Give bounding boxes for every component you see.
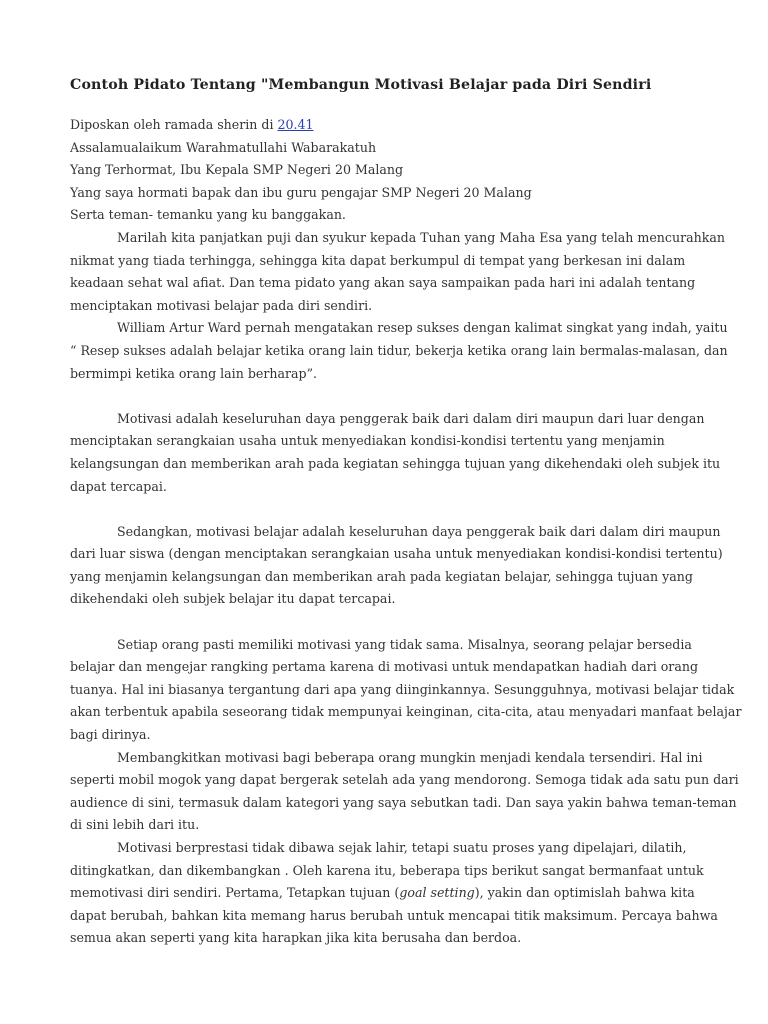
text-line: audience di sini, termasuk dalam kategori yang saya sebutkan tadi. Dan saya yakin bahwa teman-teman	[70, 794, 737, 810]
text-line: seperti mobil mogok yang dapat bergerak setelah ada yang mendorong. Semoga tidak ada satu pun dari	[70, 772, 739, 788]
text-line: Marilah kita panjatkan puji dan syukur kepada Tuhan yang Maha Esa yang telah mencurahkan	[117, 229, 725, 245]
text-line: Sedangkan, motivasi belajar adalah keseluruhan daya penggerak baik dari dalam diri maupun	[117, 523, 721, 539]
paragraph-motivation-definition	[70, 408, 721, 498]
greeting-line: Yang Terhormat, Ibu Kepala SMP Negeri 20 Malang	[70, 162, 404, 178]
text-line: William Artur Ward pernah mengatakan resep sukses dengan kalimat singkat yang indah, yaitu	[117, 320, 728, 336]
text-line: dapat berubah, bahkan kita memang harus berubah untuk mencapai titik maksimum. Percaya bahwa	[70, 907, 718, 923]
paragraph-quote	[70, 317, 728, 385]
text-line: belajar dan mengejar rangking pertama karena di motivasi untuk mendapatkan hadiah dari orang	[70, 659, 699, 675]
text-line: bermimpi ketika orang lain berharap”.	[70, 365, 318, 381]
text-line: di sini lebih dari itu.	[70, 817, 200, 833]
post-author-text: Diposkan oleh ramada sherin di	[70, 117, 278, 132]
text-line: ditingkatkan, dan dikembangkan . Oleh karena itu, beberapa tips berikut sangat bermanfaat untuk	[70, 862, 704, 878]
greeting-line: Serta teman- temanku yang ku banggakan.	[70, 207, 346, 223]
text-line: kelangsungan dan memberikan arah pada kegiatan sehingga tujuan yang dikehendaki oleh subjek itu	[70, 455, 721, 471]
greeting-line: Yang saya hormati bapak dan ibu guru pengajar SMP Negeri 20 Malang	[70, 184, 532, 200]
text-line: yang menjamin kelangsungan dan memberikan arah pada kegiatan belajar, sehingga tujuan yang	[70, 568, 693, 584]
paragraph-different-motivation	[70, 634, 742, 747]
text-line: menciptakan serangkaian usaha untuk menyediakan kondisi-kondisi tertentu yang menjamin	[70, 433, 665, 449]
text-segment: memotivasi diri sendiri. Pertama, Tetapkan tujuan (	[70, 885, 400, 901]
text-line: “ Resep sukses adalah belajar ketika orang lain tidur, bekerja ketika orang lain bermalas-malasan, dan	[70, 342, 728, 358]
greeting-line: Assalamualaikum Warahmatullahi Wabarakatuh	[70, 139, 377, 155]
emphasis-goal-setting: goal setting	[399, 885, 475, 901]
text-line: menciptakan motivasi belajar pada diri sendiri.	[70, 297, 373, 313]
text-line: Membangkitkan motivasi bagi beberapa orang mungkin menjadi kendala tersendiri. Hal ini	[117, 749, 703, 765]
text-line: nikmat yang tiada terhingga, sehingga kita dapat berkumpul di tempat yang berkesan ini dalam	[70, 252, 686, 268]
text-line: semua akan seperti yang kita harapkan jika kita berusaha dan berdoa.	[70, 930, 522, 946]
text-line: Motivasi adalah keseluruhan daya penggerak baik dari dalam diri maupun dari luar dengan	[117, 410, 705, 426]
text-line	[70, 882, 706, 905]
text-line: dari luar siswa (dengan menciptakan serangkaian usaha untuk menyediakan kondisi-kondisi tertentu)	[70, 546, 723, 562]
text-line: Motivasi berprestasi tidak dibawa sejak lahir, tetapi suatu proses yang dipelajari, dilatih,	[117, 840, 687, 855]
post-time-link[interactable]: 20.41	[277, 117, 314, 132]
paragraph-learning-motivation	[70, 521, 723, 611]
post-meta	[70, 114, 706, 137]
text-line: tuanya. Hal ini biasanya tergantung dari apa yang diinginkannya. Sesungguhnya, motivasi belajar tidak	[70, 681, 735, 697]
document-title: Contoh Pidato Tentang "Membangun Motivasi Belajar pada Diri Sendiri	[70, 77, 652, 93]
text-line: dapat tercapai.	[70, 478, 167, 494]
text-line: dikehendaki oleh subjek belajar itu dapat tercapai.	[70, 591, 396, 607]
text-segment: ), yakin dan optimislah bahwa kita	[474, 885, 695, 901]
paragraph-raising-motivation	[70, 747, 739, 837]
text-line: akan terbentuk apabila seseorang tidak mempunyai keinginan, cita-cita, atau menyadari manfaat belajar	[70, 704, 742, 720]
text-line: Setiap orang pasti memiliki motivasi yang tidak sama. Misalnya, seorang pelajar bersedia	[117, 636, 692, 652]
paragraph-achievement-tips	[70, 837, 718, 950]
text-line: bagi dirinya.	[70, 727, 151, 743]
text-line: keadaan sehat wal afiat. Dan tema pidato yang akan saya sampaikan pada hari ini adalah tentang	[70, 275, 696, 291]
paragraph-opening	[70, 227, 725, 317]
document-page	[70, 74, 742, 950]
